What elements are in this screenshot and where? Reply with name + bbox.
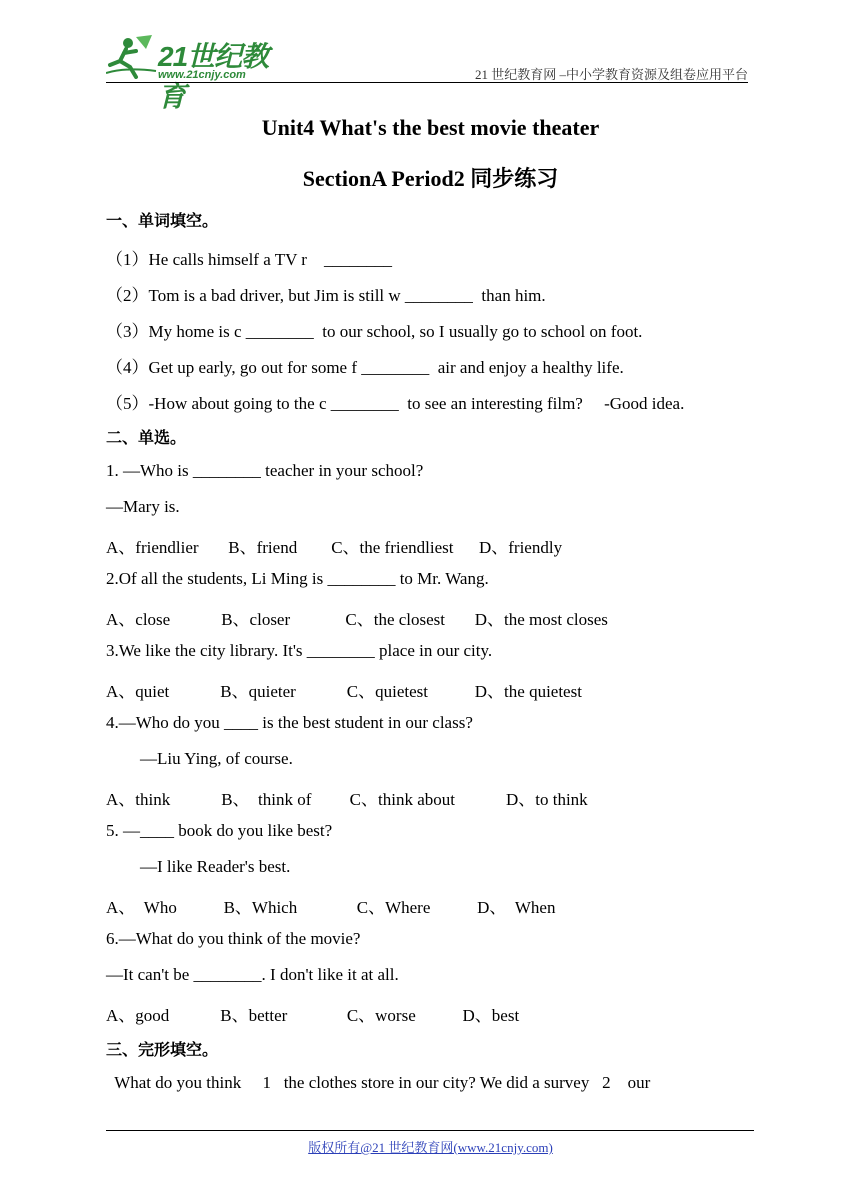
document-subtitle: SectionA Period2 同步练习 bbox=[302, 166, 559, 191]
question-line: （3）My home is c ________ to our school, so I usually go to school on foot. bbox=[106, 322, 643, 341]
question-line: （1）He calls himself a TV r ________ bbox=[106, 250, 392, 269]
cloze-passage-line: What do you think 1 the clothes store in our city? We did a survey 2 our bbox=[106, 1073, 651, 1092]
question-line: （2）Tom is a bad driver, but Jim is still w ________ than him. bbox=[106, 286, 546, 305]
site-logo bbox=[106, 33, 286, 112]
options-line: A、close B、closer C、the closest D、the most closes bbox=[106, 610, 608, 629]
question-line: 1. —Who is ________ teacher in your school? bbox=[106, 461, 424, 480]
section-heading-cloze: 三、完形填空。 bbox=[106, 1040, 219, 1059]
document-title: Unit4 What's the best movie theater bbox=[261, 115, 600, 140]
section-heading-choice: 二、单选。 bbox=[106, 428, 187, 447]
header-divider bbox=[106, 82, 748, 83]
question-line: 3.We like the city library. It's ________ place in our city. bbox=[106, 641, 493, 660]
logo-wordmark: 21世纪教育 bbox=[158, 41, 269, 112]
footer-divider bbox=[106, 1130, 754, 1131]
question-line: 6.—What do you think of the movie? bbox=[106, 929, 361, 948]
options-line: A、think B、 think of C、think about D、to think bbox=[106, 790, 588, 809]
footer-copyright-link[interactable]: 版权所有@21 世纪教育网(www.21cnjy.com) bbox=[308, 1140, 553, 1155]
options-line: A、friendlier B、friend C、the friendliest D、friendly bbox=[106, 538, 563, 557]
section-heading-vocab: 一、单词填空。 bbox=[106, 211, 219, 230]
answer-line: —It can't be ________. I don't like it at all. bbox=[106, 965, 399, 984]
header-tagline: 21 世纪教育网 –中小学教育资源及组卷应用平台 bbox=[474, 67, 748, 82]
options-line: A、quiet B、quieter C、quietest D、the quietest bbox=[106, 682, 582, 701]
answer-line: —Mary is. bbox=[106, 497, 180, 516]
runner-logo-icon bbox=[106, 33, 158, 79]
answer-line: —I like Reader's best. bbox=[106, 857, 291, 876]
question-line: 5. —____ book do you like best? bbox=[106, 821, 333, 840]
answer-line: —Liu Ying, of course. bbox=[106, 749, 293, 768]
question-line: （5）-How about going to the c ________ to see an interesting film? -Good idea. bbox=[106, 394, 685, 413]
question-line: （4）Get up early, go out for some f ________ air and enjoy a healthy life. bbox=[106, 358, 624, 377]
logo-url: www.21cnjy.com bbox=[158, 69, 246, 81]
question-line: 2.Of all the students, Li Ming is ________ to Mr. Wang. bbox=[106, 569, 489, 588]
options-line: A、good B、better C、worse D、best bbox=[106, 1006, 520, 1025]
question-line: 4.—Who do you ____ is the best student in our class? bbox=[106, 713, 473, 732]
options-line: A、 Who B、Which C、Where D、 When bbox=[106, 898, 556, 917]
